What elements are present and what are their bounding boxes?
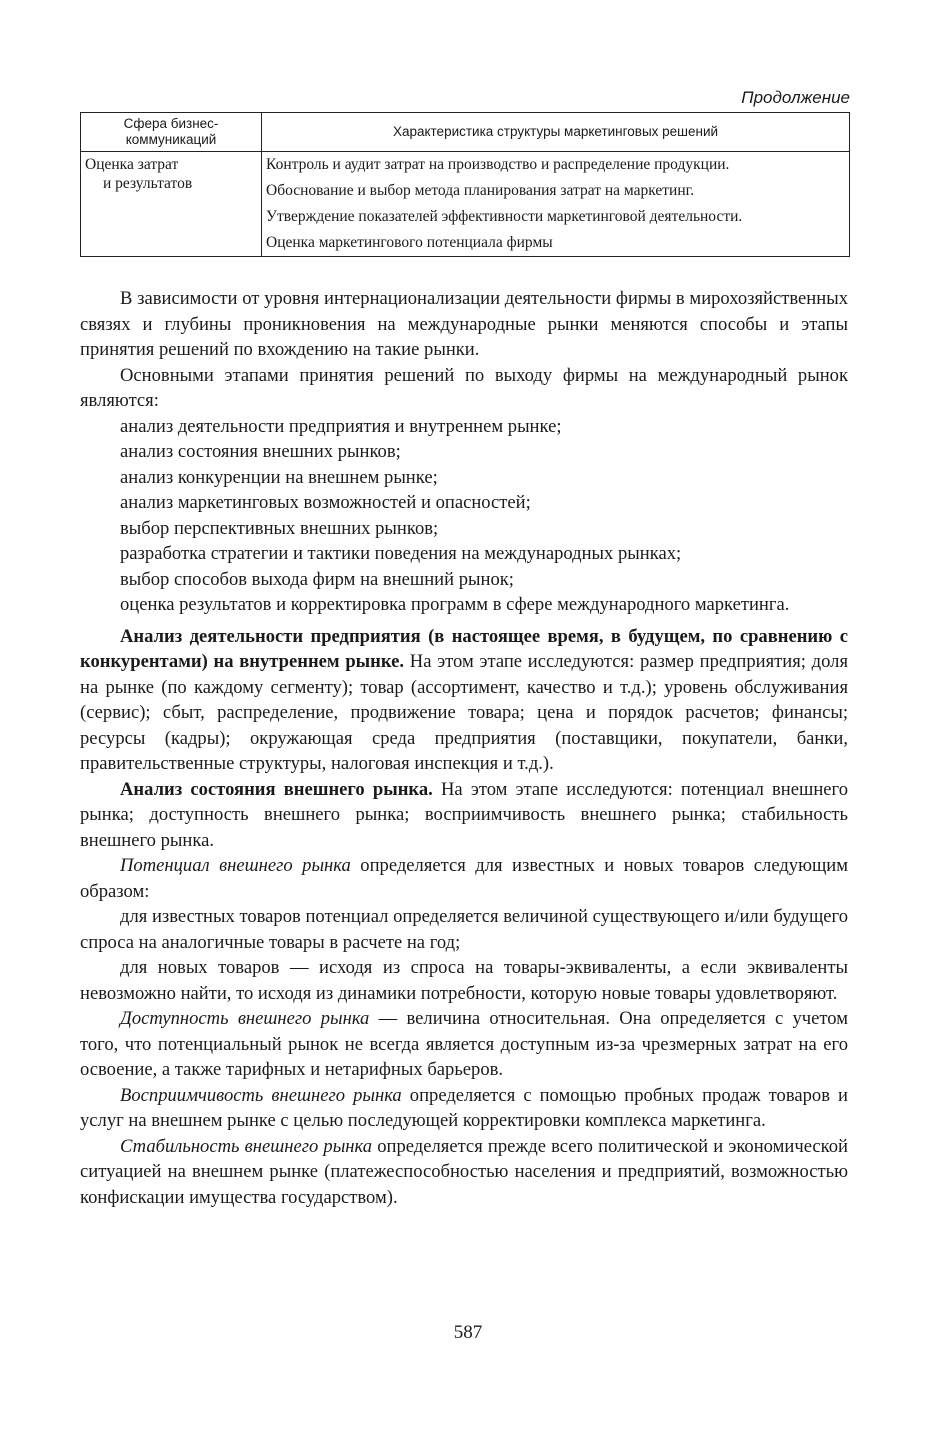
list-item: анализ деятельности предприятия и внутреннем рынке; <box>120 415 562 437</box>
header-characteristics: Характеристика структуры маркетинговых решений <box>262 113 850 152</box>
body-text <box>80 286 848 1210</box>
list-item: выбор способов выхода фирм на внешний рынок; <box>120 568 514 590</box>
continuation-label: Продолжение <box>741 88 850 107</box>
list-item: анализ состояния внешних рынков; <box>120 441 401 462</box>
sphere-cell <box>81 152 262 257</box>
paragraph: Основными этапами принятия решений по выходу фирмы на международный рынок являются: <box>80 364 848 411</box>
paragraph-text: определяется с помощью пробных продаж товаров и услуг на внешнем рынке с целью последующей корректировки комплекса маркетинга. <box>80 1084 849 1131</box>
paragraph <box>80 777 848 854</box>
list-item: оценка результатов и корректировка программ в сфере международного маркетинга. <box>120 594 790 615</box>
list-item: анализ маркетинговых возможностей и опасностей; <box>120 492 531 513</box>
term: Потенциал внешнего рынка <box>120 855 351 876</box>
page-number: 587 <box>453 1322 483 1343</box>
term: Доступность внешнего рынка <box>120 1008 370 1029</box>
paragraph <box>80 624 848 777</box>
paragraph: для новых товаров — исходя из спроса на товары-эквиваленты, а если эквиваленты невозможно найти, то исходя из динамики потребности, которую новые товары удовлетворяют. <box>80 957 848 1004</box>
paragraph <box>80 1134 848 1211</box>
paragraph-heading: Анализ состояния внешнего рынка. <box>120 778 433 800</box>
paragraph-text: определяется для известных и новых товаров следующим образом: <box>80 855 849 902</box>
paragraph-text: определяется прежде всего политической и экономической ситуацией на внешнем рынке (платежеспособностью населения и предприятий, возможностью конфискации имущества государством). <box>80 1135 848 1208</box>
list-item: разработка стратегии и тактики поведения на международных рынках; <box>120 543 682 564</box>
characteristics-cell <box>262 152 850 257</box>
paragraph-text: На этом этапе исследуются: потенциал внешнего рынка; доступность внешнего рынка; восприимчивость внешнего рынка; стабильность внешнего рынка. <box>80 778 848 851</box>
characteristic-item: Утверждение показателей эффективности маркетинговой деятельности. <box>266 208 743 225</box>
list-item: анализ конкуренции на внешнем рынке; <box>120 466 438 488</box>
header-sphere: Сфера бизнес-коммуникаций <box>81 113 262 152</box>
paragraph: для известных товаров потенциал определяется величиной существующего и/или будущего спроса на аналогичные товары в расчете на год; <box>80 906 848 953</box>
term: Восприимчивость внешнего рынка <box>120 1084 402 1106</box>
paragraph <box>80 853 848 904</box>
table-header-row <box>81 113 850 152</box>
paragraph <box>80 1083 848 1134</box>
sphere-line: Оценка затрат <box>85 156 179 173</box>
table-row <box>81 152 850 257</box>
list-item: выбор перспективных внешних рынков; <box>120 517 439 539</box>
paragraph <box>80 1006 848 1083</box>
characteristic-item: Обоснование и выбор метода планирования затрат на маркетинг. <box>266 182 695 199</box>
paragraph: В зависимости от уровня интернационализации деятельности фирмы в мирохозяйственных связях и глубины проникновения на международные рынки меняются способы и этапы принятия решений по вхождению на такие рынки. <box>80 288 848 360</box>
characteristic-item: Оценка маркетингового потенциала фирмы <box>266 234 553 251</box>
paragraph-text: На этом этапе исследуются: размер предприятия; доля на рынке (по каждому сегменту); товар (ассортимент, качество и т.д.); уровень обслуживания (сервис); сбыт, распределение, продвижение товара; цена и порядок расчетов; финансы; ресурсы (кадры); окружающая среда предприятия (поставщики, покупатели, банки, правительственные структуры, налоговая инспекция и т.д.). <box>80 651 848 774</box>
sphere-line: и результатов <box>103 175 193 192</box>
characteristic-item: Контроль и аудит затрат на производство и распределение продукции. <box>266 156 730 173</box>
marketing-decisions-table <box>80 112 850 257</box>
paragraph-heading: Анализ деятельности предприятия (в настоящее время, в будущем, по сравнению с конкурентами) на внутреннем рынке. <box>80 625 848 672</box>
paragraph-text: — величина относительная. Она определяется с учетом того, что потенциальный рынок не всегда является доступным из-за чрезмерных затрат на его освоение, а также тарифных и нетарифных барьеров. <box>80 1008 848 1080</box>
term: Стабильность внешнего рынка <box>120 1135 373 1157</box>
